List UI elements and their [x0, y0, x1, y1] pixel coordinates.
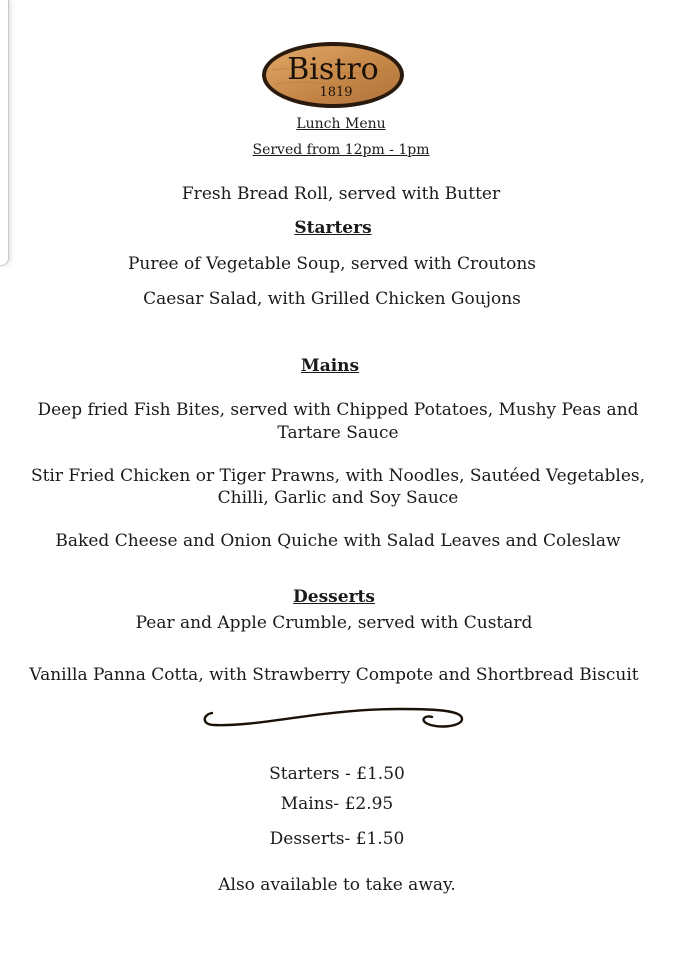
- decorative-swirl: [200, 703, 466, 733]
- dessert-item: Pear and Apple Crumble, served with Custard: [135, 613, 533, 633]
- main-item-line: Stir Fried Chicken or Tiger Prawns, with Noodles, Sautéed Vegetables,: [30, 466, 646, 486]
- dessert-item: Vanilla Panna Cotta, with Strawberry Compote and Shortbread Biscuit: [29, 665, 639, 685]
- served-times: Served from 12pm - 1pm: [252, 142, 430, 158]
- price-desserts: Desserts- £1.50: [269, 829, 405, 849]
- logo-name: Bistro: [287, 52, 379, 87]
- desserts-heading: Desserts: [293, 587, 375, 607]
- price-mains: Mains- £2.95: [280, 794, 394, 814]
- bread-item: Fresh Bread Roll, served with Butter: [181, 184, 501, 204]
- bistro-logo: [260, 40, 406, 110]
- price-starters: Starters - £1.50: [269, 764, 405, 784]
- main-item-line: Deep fried Fish Bites, served with Chipped Potatoes, Mushy Peas and: [37, 400, 639, 420]
- starter-item: Caesar Salad, with Grilled Chicken Goujons: [143, 289, 521, 309]
- mains-heading: Mains: [300, 356, 360, 376]
- main-item-line: Tartare Sauce: [277, 423, 399, 443]
- menu-title: Lunch Menu: [296, 116, 386, 132]
- takeaway-note: Also available to take away.: [218, 875, 456, 895]
- starter-item: Puree of Vegetable Soup, served with Croutons: [127, 254, 537, 274]
- main-item-line: Baked Cheese and Onion Quiche with Salad Leaves and Coleslaw: [55, 531, 621, 551]
- logo-year: 1819: [319, 85, 353, 100]
- starters-heading: Starters: [294, 218, 372, 238]
- main-item-line: Chilli, Garlic and Soy Sauce: [217, 488, 459, 508]
